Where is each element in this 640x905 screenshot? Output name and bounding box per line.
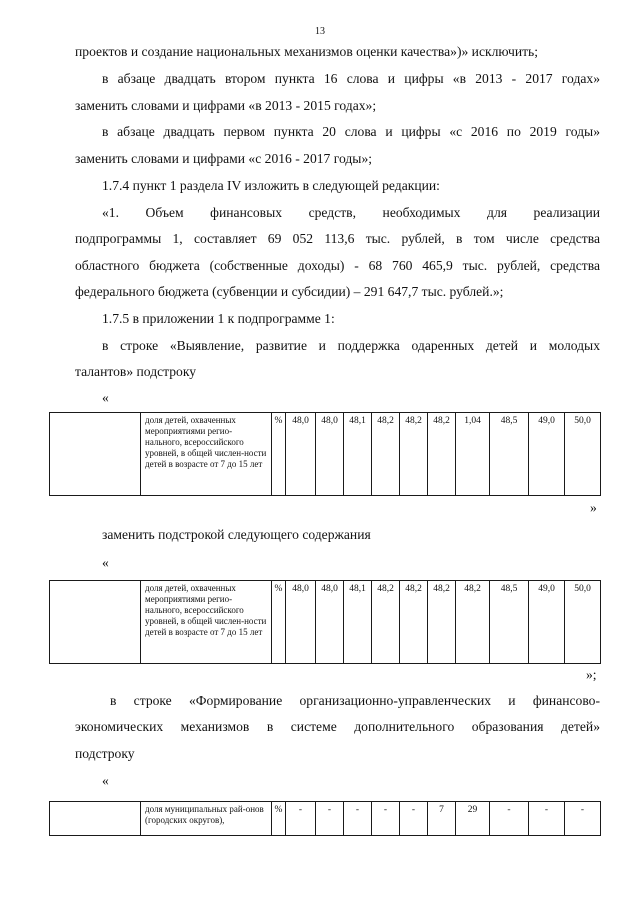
paragraph-line: 1.7.4 пункт 1 раздела IV изложить в следующей редакции: xyxy=(102,178,440,193)
paragraph-line: в абзаце двадцать втором пункта 16 слова и цифры «в 2013 - 2017 годах» xyxy=(102,71,600,86)
paragraph-line: талантов» подстроку xyxy=(75,364,197,379)
value-cell: - xyxy=(372,802,400,836)
paragraph-line: заменить словами и цифрами «с 2016 - 2017 годы»; xyxy=(75,151,373,166)
value-cell: 48,0 xyxy=(316,413,344,496)
value-cell: - xyxy=(344,802,372,836)
value-cell: 48,0 xyxy=(286,413,316,496)
value-cell: 50,0 xyxy=(565,413,601,496)
indicator-description: доля муниципальных рай-онов (городских округов), xyxy=(141,802,272,836)
value-cell: 48,2 xyxy=(372,581,400,664)
value-cell: 48,2 xyxy=(400,581,428,664)
indicator-description: доля детей, охваченных мероприятиями регио-нального, всероссийского уровней, в общей числен-ности детей в возрасте от 7 до 15 лет xyxy=(141,581,272,664)
opening-quote: « xyxy=(102,555,109,570)
value-cell: 48,1 xyxy=(344,413,372,496)
value-cell: 48,1 xyxy=(344,581,372,664)
paragraph-line: заменить словами и цифрами «в 2013 - 2015 годах»; xyxy=(75,98,377,113)
value-cell: 50,0 xyxy=(565,581,601,664)
paragraph-line: «1. Объем финансовых средств, необходимых для реализации xyxy=(102,205,600,220)
value-cell: 48,0 xyxy=(286,581,316,664)
paragraph-line: экономических механизмов в системе дополнительного образования детей» xyxy=(75,719,600,734)
value-cell: 48,0 xyxy=(316,581,344,664)
paragraph-line: проектов и создание национальных механизмов оценки качества»)» исключить; xyxy=(75,44,539,59)
unit-cell: % xyxy=(272,413,286,496)
paragraph-line: заменить подстрокой следующего содержания xyxy=(102,527,371,542)
empty-cell xyxy=(50,413,141,496)
value-cell: 48,2 xyxy=(456,581,490,664)
closing-quote: »; xyxy=(586,667,597,682)
value-cell: - xyxy=(565,802,601,836)
page-number: 13 xyxy=(315,26,325,37)
empty-cell xyxy=(50,581,141,664)
empty-cell xyxy=(50,802,141,836)
value-cell: 48,2 xyxy=(372,413,400,496)
paragraph-line: областного бюджета (собственные доходы) - 68 760 465,9 тыс. рублей, средства xyxy=(75,258,600,273)
unit-cell: % xyxy=(272,581,286,664)
value-cell: 48,2 xyxy=(428,413,456,496)
paragraph-line: подпрограммы 1, составляет 69 052 113,6 тыс. рублей, в том числе средства xyxy=(75,231,600,246)
value-cell: - xyxy=(400,802,428,836)
indicator-table-new xyxy=(49,580,601,664)
opening-quote: « xyxy=(102,773,109,788)
paragraph-line: федерального бюджета (субвенции и субсидии) – 291 647,7 тыс. рублей.»; xyxy=(75,284,504,299)
value-cell: 7 xyxy=(428,802,456,836)
value-cell: - xyxy=(490,802,529,836)
value-cell: - xyxy=(286,802,316,836)
value-cell: - xyxy=(316,802,344,836)
indicator-table-old xyxy=(49,412,601,496)
value-cell: 48,5 xyxy=(490,413,529,496)
paragraph-line: подстроку xyxy=(75,746,135,761)
paragraph-line: в строке «Формирование организационно-управленческих и финансово- xyxy=(110,693,600,708)
paragraph-line: 1.7.5 в приложении 1 к подпрограмме 1: xyxy=(102,311,335,326)
value-cell: 1,04 xyxy=(456,413,490,496)
paragraph-line: в абзаце двадцать первом пункта 20 слова и цифры «с 2016 по 2019 годы» xyxy=(102,124,600,139)
value-cell: 49,0 xyxy=(529,413,565,496)
value-cell: 48,2 xyxy=(400,413,428,496)
value-cell: 49,0 xyxy=(529,581,565,664)
value-cell: 48,5 xyxy=(490,581,529,664)
value-cell: 29 xyxy=(456,802,490,836)
value-cell: 48,2 xyxy=(428,581,456,664)
value-cell: - xyxy=(529,802,565,836)
indicator-table-municipal xyxy=(49,801,601,836)
paragraph-line: в строке «Выявление, развитие и поддержка одаренных детей и молодых xyxy=(102,338,600,353)
closing-quote: » xyxy=(590,500,597,515)
unit-cell: % xyxy=(272,802,286,836)
indicator-description: доля детей, охваченных мероприятиями регио-нального, всероссийского уровней, в общей числен-ности детей в возрасте от 7 до 15 лет xyxy=(141,413,272,496)
opening-quote: « xyxy=(102,390,109,405)
